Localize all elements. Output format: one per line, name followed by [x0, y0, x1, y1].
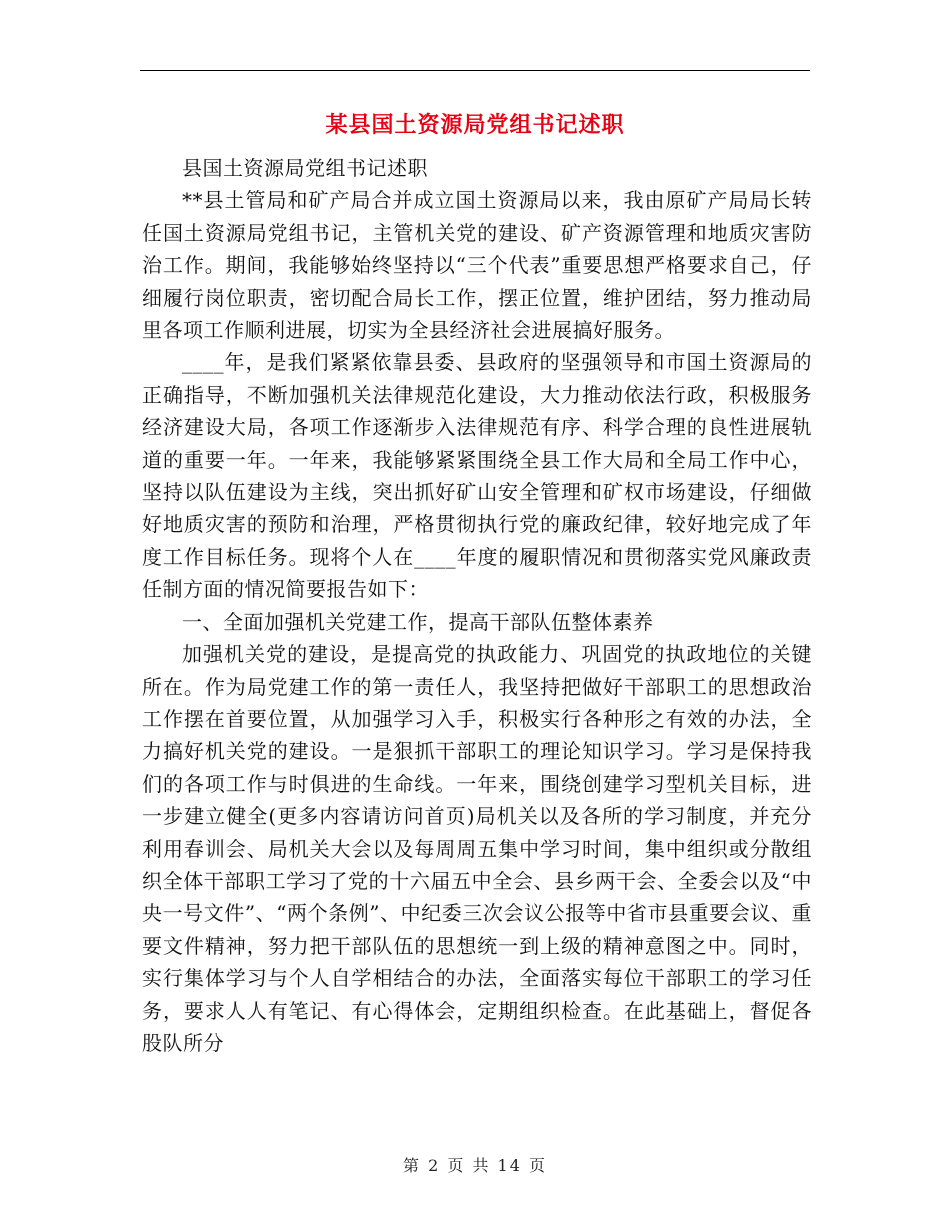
- page-number-footer: 第 2 页 共 14 页: [403, 1156, 547, 1175]
- paragraph-intro: **县土管局和矿产局合并成立国土资源局以来，我由原矿产局局长转任国土资源局党组书记，主管机关党的建设、矿产资源管理和地质灾害防治工作。期间，我能够始终坚持以“三个代表”重要思想严格要求自己，仔细履行岗位职责，密切配合局长工作，摆正位置，维护团结，努力推动局里各项工作顺利进展，切实为全县经济社会进展搞好服务。: [142, 188, 812, 343]
- section-heading-1: 一、全面加强机关党建工作，提高干部队伍整体素养: [182, 609, 654, 634]
- paragraph-party-building: 加强机关党的建设，是提高党的执政能力、巩固党的执政地位的关键所在。作为局党建工作的第一责任人，我坚持把做好干部职工的思想政治工作摆在首要位置，从加强学习入手，积极实行各种形之有效的办法，全力搞好机关党的建设。一是狠抓干部职工的理论知识学习。学习是保持我们的各项工作与时俱进的生命线。一年来，围绕创建学习型机关目标，进一步建立健全(更多内容请访问首页)局机关以及各所的学习制度，并充分利用春训会、局机关大会以及每周周五集中学习时间，集中组织或分散组织全体干部职工学习了党的十六届五中全会、县乡两干会、全委会以及“中央一号文件”、“两个条例”、中纪委三次会议公报等中省市县重要会议、重要文件精神，努力把干部队伍的思想统一到上级的精神意图之中。同时，实行集体学习与个人自学相结合的办法，全面落实每位干部职工的学习任务，要求人人有笔记、有心得体会，定期组织检查。在此基础上，督促各股队所分: [142, 642, 812, 1055]
- document-title: 某县国土资源局党组书记述职: [325, 112, 625, 138]
- paragraph-subtitle: 县国土资源局党组书记述职: [182, 156, 428, 180]
- document-body: [142, 152, 812, 1059]
- header-rule: [140, 70, 810, 71]
- paragraph-annual-summary: ____年，是我们紧紧依靠县委、县政府的坚强领导和市国土资源局的正确指导，不断加强机关法律规范化建设，大力推动依法行政，积极服务经济建设大局，各项工作逐渐步入法律规范有序、科学合理的良性进展轨道的重要一年。一年来，我能够紧紧围绕全县工作大局和全局工作中心，坚持以队伍建设为主线，突出抓好矿山安全管理和矿权市场建设，仔细做好地质灾害的预防和治理，严格贯彻执行党的廉政纪律，较好地完成了年度工作目标任务。现将个人在____年度的履职情况和贯彻落实党风廉政责任制方面的情况简要报告如下：: [142, 350, 812, 602]
